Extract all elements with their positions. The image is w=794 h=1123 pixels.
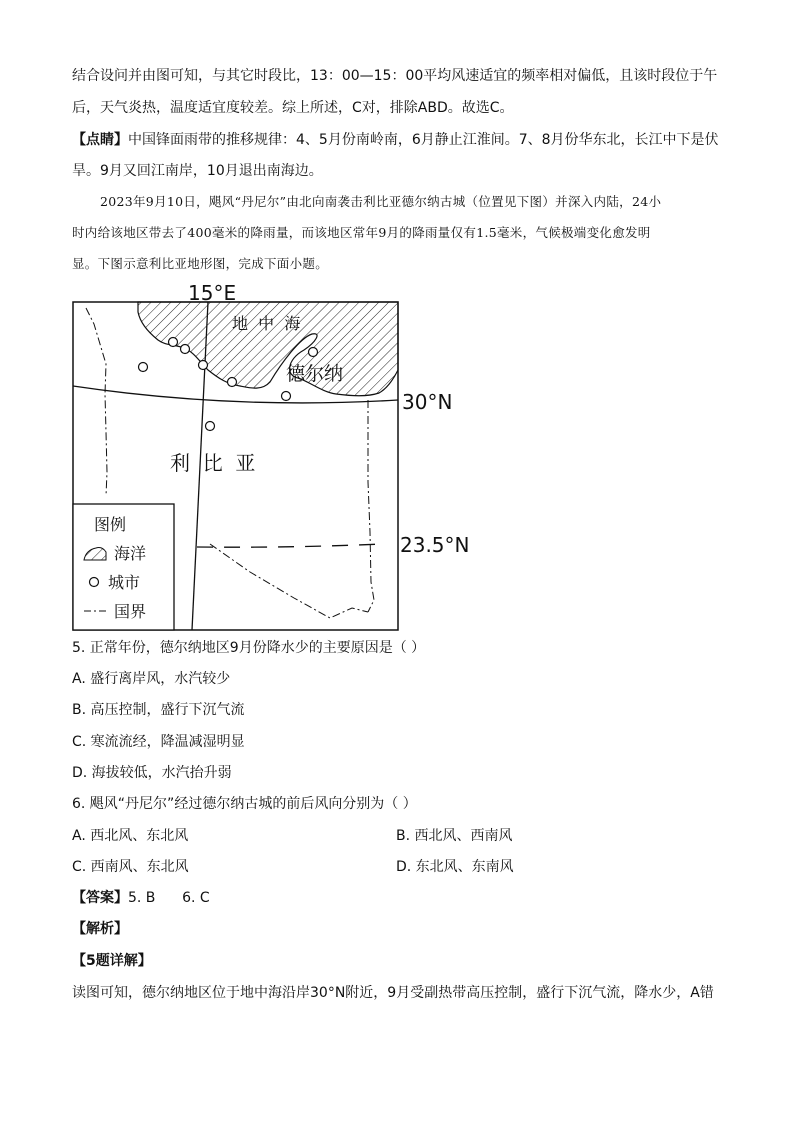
eastern-border	[368, 400, 374, 612]
question-5-option-d: D. 海拔较低，水汽抬升弱	[72, 765, 232, 781]
question-5-stem: 5. 正常年份，德尔纳地区9月份降水少的主要原因是（ ）	[72, 640, 426, 656]
lat-23-label: 23.5°N	[400, 533, 470, 557]
tip-text: 中国锋面雨带的推移规律：4、5月份南岭南，6月静止江淮间。7、8月份华东北，长江中下是伏	[128, 132, 719, 148]
paragraph-line: 后，天气炎热，温度适宜度较差。综上所述，C对，排除ABD。故选C。	[72, 100, 514, 116]
tip-line: 旱。9月又回江南岸，10月退出南海边。	[72, 163, 323, 179]
legend-ocean-label: 海洋	[114, 544, 147, 563]
city-marker	[181, 345, 190, 354]
analysis-label: 【解析】	[72, 921, 128, 937]
lat-30-label: 30°N	[402, 390, 453, 414]
sea-label: 地 中 海	[232, 314, 301, 333]
city-marker	[139, 363, 148, 372]
western-border	[86, 308, 107, 496]
city-marker	[199, 361, 208, 370]
question-5-option-c: C. 寒流流经，降温减湿明显	[72, 734, 245, 750]
city-marker-derna	[309, 348, 318, 357]
answer-label: 【答案】	[72, 890, 128, 906]
legend-title: 图例	[94, 515, 127, 534]
question-6-option-a: A. 西北风、东北风	[72, 828, 189, 844]
libya-map	[72, 282, 492, 634]
intro-line: 时内给该地区带去了400毫米的降雨量，而该地区常年9月的降雨量仅有1.5毫米，气候极端变化愈发明	[72, 225, 651, 240]
country-label: 利 比 亚	[170, 451, 256, 475]
city-marker	[206, 422, 215, 431]
question-6-option-c: C. 西南风、东北风	[72, 859, 189, 875]
detail-label: 【5题详解】	[72, 953, 152, 969]
detail-line: 读图可知，德尔纳地区位于地中海沿岸30°N附近，9月受副热带高压控制，盛行下沉气流，降水少，A错	[72, 985, 714, 1001]
question-6-option-d: D. 东北风、东南风	[396, 859, 514, 875]
question-6-option-b: B. 西北风、西南风	[396, 828, 513, 844]
tropic-23-5n	[197, 544, 382, 547]
question-5-option-b: B. 高压控制，盛行下沉气流	[72, 702, 245, 718]
city-legend-icon	[90, 578, 99, 587]
map-legend	[73, 504, 174, 630]
tip-label: 【点睛】	[72, 132, 128, 148]
legend-city-label: 城市	[108, 573, 141, 592]
paragraph-line: 结合设问并由图可知，与其它时段比，13：00—15：00平均风速适宜的频率相对偏低，且该时段位于午	[72, 68, 718, 84]
southern-border	[210, 544, 368, 618]
intro-line: 2023年9月10日，飓风“丹尼尔”由北向南袭击利比亚德尔纳古城（位置见下图）并深入内陆，24小	[100, 194, 662, 209]
city-marker	[282, 392, 291, 401]
derna-label: 德尔纳	[286, 363, 344, 385]
answer-text: 5. B 6. C	[128, 890, 210, 906]
tip-line	[72, 130, 719, 150]
legend-border-label: 国界	[114, 602, 147, 621]
answer-line	[72, 888, 210, 908]
city-marker	[169, 338, 178, 347]
question-5-option-a: A. 盛行离岸风，水汽较少	[72, 671, 231, 687]
question-6-stem: 6. 飓风“丹尼尔”经过德尔纳古城的前后风向分别为（ ）	[72, 796, 417, 812]
intro-line: 显。下图示意利比亚地形图，完成下面小题。	[72, 256, 329, 271]
meridian-label: 15°E	[188, 282, 237, 305]
city-marker	[228, 378, 237, 387]
